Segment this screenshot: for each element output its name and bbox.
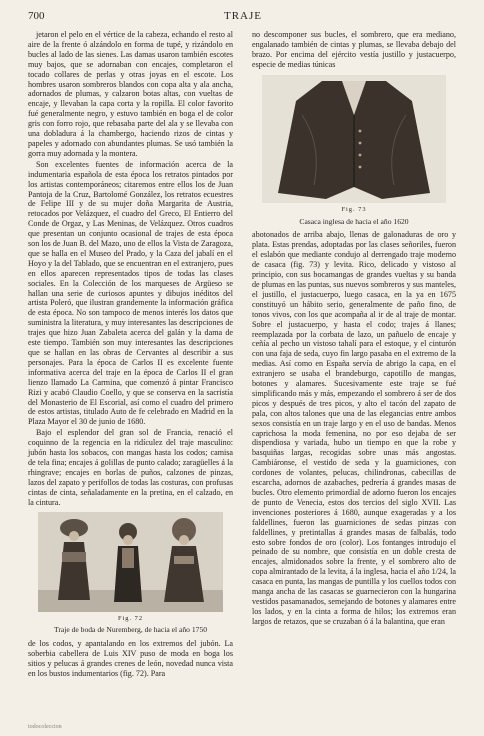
- paragraph: abotonados de arriba abajo, llenas de galonaduras de oro y plata. Estas prendas, adoptadas por las clases señoriles, fueron el eslabón que mediante condujo al derrengado traje moderno de casaca (fig. 73) y levita. Rico, delicado y vistoso al principio, con sus bocamangas de grandes vueltas y su banda de plumas en las puntas, sus nuevos sombreros y sus manteles, el justillo, el justacuerpo, luego casaca, en la ya en 1675 constituyó un hábito serio, generalmente de paño fino, de tonos vivos, con los que acompaña al ir de al traje de montar. Sobre el justacuerpo, y hasta el codo; trajes á llanes; reemplazada por la corbata de lazo, un pañuelo de encaje y ceñía al pecho un vistoso tahalí para el estoque, y el cinturón con una faja de seda, cuyo fin largo pasaba en el extremo de la medias. Así como en España servía de abrigo la capa, en el extranjero se usaba el brandeburgo, capotillo de mangas, botones y alamares. Sucesivamente este traje se fué simplificando más y más, empezando el sombrero á ser de dos picos y después de tres picos, y alto el tacón del zapato de pala, con altos talones que una de las elegancias entre ambos sexos consistía en un traje largo y en el uso de bandas. Menos caprichosa la moda femenina, no por eso dejaba de ser dispendiosa y variada, hubo un tiempo en que la robe y basquiñas largas, recogidas sobre unas más angostas. Cambiáronse, el vestido de seda y la guarniciones, con cordones de volantes, pelucas, chilindronas, cabecillas de escarcha, adornos de azabaches, pedrería á grandes masas de bucles. Otro elemento primordial de adorno fueron los encajes de punto de Venecia, estos dos tercios del siglo XVII. Las invenciones posteriores á 1680, aunque exageradas y a los faldellines, fueron las guarniciones de sedas pinzas con faldellines, y pretintallas á grandes masas de falbalás, todo esto sobre fondos de oro (color). Los fontanges introdujo el peinado de su nombre, que consistía en un doble cresta de encajes, almidonados sobre la frente, y el sombrero alto de copa almirantado de la levita, á la inglesa, hacia el año 1/24, la casaca en punta, las mangas de puntilla y los cuellos todos con manga ancha de las casacas se guarnecieron con la hungarina vestidos pasamanados, semejando de botones y alamares entre los lados, y en la cinta a forma de hilos; los extremos eran largos de retazos, que se cruzaban ó á la balantina, que eran: [252, 230, 456, 626]
- figure-73: [252, 75, 456, 227]
- page-header: [28, 10, 458, 24]
- figure-72: [28, 512, 233, 636]
- page-number: 700: [28, 10, 45, 22]
- right-column: [252, 30, 456, 627]
- figure-label: Fig. 73: [341, 205, 367, 213]
- paragraph: de los codos, y apantalando en los extremos del jubón. La soberbia cabellera de Luis XIV puso de moda en boga los sitios y pelucas á grandes crenes de león, novedad nunca vista en los bustos indumentarios (fig. 72). Para: [28, 639, 233, 679]
- paragraph: no descomponer sus bucles, el sombrero, que era mediano, engalanado también de cintas y plumas, se llevaba debajo del brazo. Por encima del ejército vestía justillo y justacuerpo, especie de medias túnicas: [252, 30, 456, 69]
- english-coat-image: [262, 75, 446, 203]
- figure-caption: Casaca inglesa de hacia el año 1620: [299, 216, 409, 226]
- wedding-costume-figures-image: [38, 512, 223, 612]
- paragraph: jetaron el pelo en el vértice de la cabeza, echando el resto al aire de la frente ó alzándolo en forma de tupé, y rizándolo en bucles al lado de las sienes. Las damas usaron también escotes muy bajos, que se adornaban con encajes, completaron el tocado collares de perlas y otras joyas en el escote. Los hombres usaron sombreros blandos con copa alta y ala ancha, adornados de plumas, y calzaron botas altas, con vueltas de encaje, y llevaban la capa corta y la ropilla. El color favorito fué generalmente negro, y estuvo también en boga el de color gris con forro rojo, que rebasaba parte del ala y se llevaba con una dobladura á la chambergo, haciendo rizos de cintas y papeles y adornado con abundantes plumas. Se usó también la gorra muy adornada y la montera.: [28, 30, 233, 158]
- watermark: todocoleccion: [28, 724, 62, 730]
- figure-caption: Traje de boda de Nuremberg, de hacia el año 1750: [53, 625, 208, 635]
- page-title: TRAJE: [224, 10, 262, 22]
- wedding-costume-illustration: [38, 512, 223, 612]
- english-coat-illustration: [262, 75, 446, 203]
- figure-label: Fig. 72: [117, 614, 144, 622]
- left-column: [28, 30, 233, 679]
- paragraph: Son excelentes fuentes de información acerca de la indumentaria española de esta época los retratos pintados por los artistas contemporáneos; citaremos entre ellos los de Juan Pantoja de la Cruz, Bartolomé González, los retratos ecuestres de Felipe III y de su mujer doña Margarita de Austria, retocados por Velázquez, el cuadro del Greco, El Entierro del Conde de Orgaz, y Las Meninas, de Velázquez. Otros cuadros que presentan un conjunto ocasional de trajes de esta época son los de Juan B. del Mazo, uno de ellos la Vista de Zaragoza, que se halla en el Museo del Prado, y la Caza del jabalí en el Hoyo y la del Tablado, que se encuentran en el extranjero, pues en ellos aparecen representados tipos de todas las clases sociales. En la Colección de los marqueses de Argüeso se hallan una serie de curiosos apuntes y dibujos inéditos del artista Poleró, que ilustran grandemente la información gráfica de esta época. No son tampoco de menos interés los datos que suministra la literatura, y muy interesantes las descripciones de trajes que hizo Juan Zabaleta acerca del galán y la dama de este tiempo. También son muy interesantes las descripciones que se hallan en las obras de Cervantes al describir a sus personajes. Para la época de Carlos II es excelente fuente informativa acerca del traje en la época de Carlos II el gran lienzo llamado La Carmina, que comenzó á pintar Francisco Rizi y acabó Claudio Coello, y que se conserva en la sacristía del Monasterio de El Escorial, así como el cuadro del primero de estos artistas, titulado Auto de fe celebrado en Madrid en la Plaza Mayor el 30 de junio de 1680.: [28, 159, 233, 427]
- paragraph: Bajo el esplendor del gran sol de Francia, renació el coquinno de la regencia en la ridículez del traje masculino: jubón hasta los sobacos, con mangas hasta los codos; camisa de tela fina; encajes á golillas de punto calado; zaragüelles á la rhingrave; encajes en borlas de puños, calzones de pinzas, lazos del zapato y perifollos de todas las costuras, con profusas cintas de cinta, señaladamente en la pretina, en el calzado, en la cintura.: [28, 428, 233, 507]
